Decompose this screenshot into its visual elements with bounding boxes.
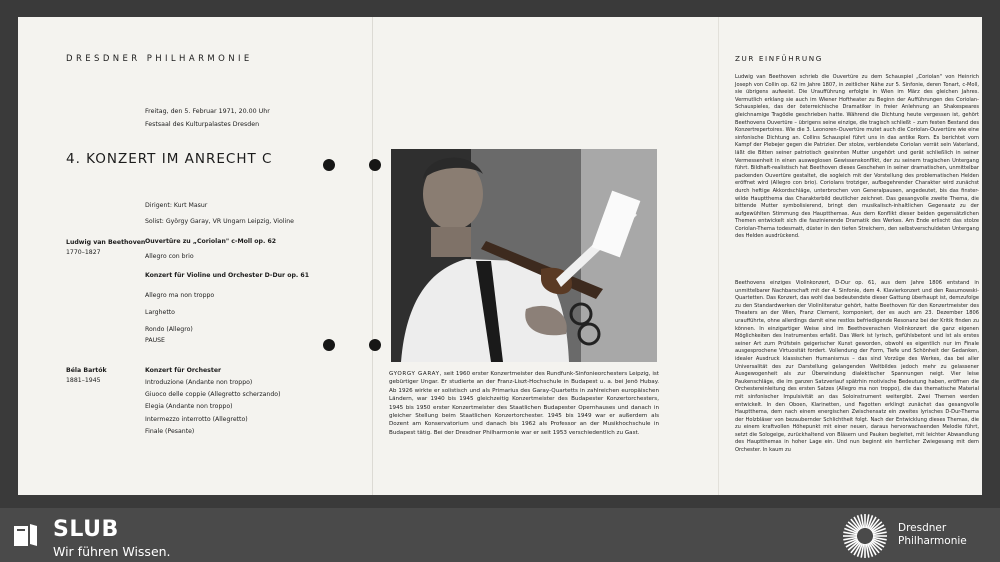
movement: Introduzione (Andante non troppo) xyxy=(145,379,253,386)
movement: Giuoco delle coppie (Allegretto scherzando) xyxy=(145,391,281,399)
slub-tagline: Wir führen Wissen. xyxy=(53,544,171,559)
punch-hole xyxy=(369,159,381,171)
date-line: Freitag, den 5. Februar 1971, 20.00 Uhr xyxy=(145,108,270,115)
starburst-icon xyxy=(841,512,889,560)
introduction-violin-concerto: Beethovens einziges Violinkonzert, D-Dur op. 61, aus dem Jahre 1806 entstand in unmittelbarer Nachbarschaft mit der 4. Sinfonie, dem 4. Klavierkonzert und den Rasumowski-Quartetten. Das Konzert, das wohl das bedeutendste dieser Gattung überhaupt ist, demzufolge zu den Standardwerken der Violinliteratur gehört, hatte Beethoven für den Konzertmeister des Theaters an der Wien, Franz Clement, komponiert, der es auch am 23. Dezember 1806 uraufführte, ohne allerdings damit eine restlos befriedigende Resonanz bei der Kritik finden zu können. In einzigartiger Weise sind im Beethovenschen Violinkonzert die ganz eigenen Möglichkeiten des Instrumentes erfaßt. Das Werk ist lyrisch, gefühlsbetont und ist als erstes seiner Art zum Prüfstein geigerischer Kunst geworden, obwohl es eigentlich nur im Finale ausgesprochene Virtuosität fordert. Vollendung der Form, Tiefe und Schönheit der Gedanken, idealer Ausdruck klassischen Humanismus – das sind Vorzüge des Werkes, das bei aller Universalität des zur Darstellung gelangenden Weltbildes jedoch mehr zu gelassener Ausgewogenheit als zur Überwindung dialektischer Spannungen neigt. Vier leise Paukenschläge, die im ganzen Satzverlauf spätrhin motivische Bedeutung haben, eröffnen die Orchestereinleitung des ersten Satzes (Allegro ma non troppo), die das thematische Material mit sinfonischer Impulsivität an das Soloinstrument weitergibt. Zwei Themen werden entwickelt. In den Oboen, Klarinetten, und Fagotten erklingt zunächst das gesangvolle Hauptthema, dem nach einem energischen Zwischensatz ein zweites lyrisches D-Dur-Thema der Holzbläser von bezaubernder Schlichtheit folgt. Nach der Entwicklung dieses Themas, die zu einem kraftvollen Höhepunkt mit einer neuen, daraus hervorwachsenden Melodie führt, setzt die Sologeige, zurückhaltend von Bläsern und Pauken begleitet, mit leichter Abwandlung des Hauptthemas in hoher Lage ein. Und nun beginnt ein herrlicher Zwiegesang mit dem Orchester. In kaum zu xyxy=(735,280,979,454)
bio-text: seit 1960 erster Konzertmeister des Rundfunk-Sinfonieorchesters Leipzig, ist gebürtiger Ungar. Er studierte an der Franz-Liszt-Hochschule in Budapest u. a. bei Jenö Hubay. Ab 1926 wirkte er solistisch und als Primarius des Garay-Quartetts in zahlreichen europäischen Ländern, war 1940 bis 1945 gleichzeitig Konzertmeister des Budapester Konzertorchesters, 1945 bis 1950 erster Konzertmeister des Staatlichen Budapester Opernhauses und danach in gleicher Stellung beim Staatlichen Konzertorchester. 1945 bis 1949 war er außerdem als Dozent am Konservatorium und danach bis 1962 als Professor an der Musikhochschule in Budapest tätig. Bei der Dresdner Philharmonie war er seit 1953 verschiedentlich zu Gast. xyxy=(389,371,659,436)
movement: Finale (Pesante) xyxy=(145,427,195,435)
pause-label: PAUSE xyxy=(145,337,165,344)
program-sheet xyxy=(18,17,982,495)
introduction-heading: ZUR EINFÜHRUNG xyxy=(735,54,823,63)
work-coriolan xyxy=(145,236,276,265)
movement: Allegro ma non troppo xyxy=(145,292,215,299)
punch-hole xyxy=(323,159,335,171)
conductor: Dirigent: Kurt Masur xyxy=(145,202,208,209)
composer-beethoven xyxy=(66,238,145,258)
punch-hole xyxy=(369,339,381,351)
work-title: Ouvertüre zu „Coriolan" c-Moll op. 62 xyxy=(145,238,277,245)
introduction-coriolan: Ludwig van Beethoven schrieb die Ouvertüre zu dem Schauspiel „Coriolan" von Heinrich Joseph von Collin op. 62 im Jahre 1807, in zeitlicher Nähe zur 5. Sinfonie, deren Tonart, c-Moll, sie übrigens aufweist. Die Uraufführung erfolgte in Wien im März des gleichen Jahres. Vermutlich erklang sie auch im Wiener Hoftheater zu Beginn der Aufführungen des Coriolan-Schauspieles, das der österreichische Dramatiker in freier Anlehnung an Shakespeares gleichnamige Tragödie geschrieben hatte. Während die Dichtung heute vergessen ist, gehört Beethovens Ouvertüre – übrigens seine einzige, die tragisch schließt – zum festen Bestand des Konzertrepertoires. Wie die 3. Leonoren-Ouvertüre mutet auch die Coriolan-Ouvertüre wie eine sinfonische Dichtung an. Collins Schauspiel führt uns in das antike Rom. Es berichtet vom Kampf der Plebejer gegen die Patrizier. Der stolze, verblendete Coriolan verrät sein Vaterland, läßt die Bitten seiner patriotisch gesinnten Mutter ungehört und gerät schließlich in seiner Vermessenheit in einen ausweglosen Gewissenskonflikt, der zu seinem tragischen Untergang führt. Bildhaft-realistisch hat Beethoven dieses Geschehen in seiner dramatischen, unmittelbar packenden Ouvertüre gestaltet, die sogleich mit der Vorstellung des problematischen Helden eröffnet wird (Allegro con brio). Coriolans trotziger, aufbegehrender Charakter wird zunächst durch heftige Akkordschläge, unterbrochen von Generalpausen, angedeutet, bis das finster-wilde Hauptthema das Charakterbild deutlicher zeichnet. Das gesangvolle zweite Thema, die bittende Mutter symbolisierend, bringt den musikalisch-inhaltlichen Gegensatz zu der aufgewühlten Stimmung des Hauptthemas. Aus dem Konflikt dieser beiden gegensätzlichen Themen entwickelt sich die faszinierende Dramatik des Werkes. Am Ende erlischt das stolze Coriolan-Thema todesmatt, düster in den tiefen Streichern, den selbstverschuldeten Untergang des Helden ausdrückend. xyxy=(735,74,979,240)
composer-name: Béla Bartók xyxy=(66,367,107,374)
movement: Elegia (Andante non troppo) xyxy=(145,403,233,411)
composer-name: Ludwig van Beethoven xyxy=(66,239,146,246)
page-fold xyxy=(372,17,373,495)
performers xyxy=(145,198,294,230)
work-violin-concerto xyxy=(145,269,309,338)
venue-line: Festsaal des Kulturpalastes Dresden xyxy=(145,121,260,128)
page-fold-right xyxy=(718,17,719,495)
composer-dates: 1881–1945 xyxy=(66,377,101,384)
work-concerto-orchestra xyxy=(145,365,280,438)
composer-dates: 1770–1827 xyxy=(66,249,101,256)
work-title: Konzert für Orchester xyxy=(145,367,222,374)
soloist: Solist: György Garay, VR Ungarn Leipzig, Violine xyxy=(145,218,294,225)
concert-title: 4. KONZERT IM ANRECHT C xyxy=(66,151,273,167)
orchestra-name: DRESDNER PHILHARMONIE xyxy=(66,54,253,64)
dp-line2: Philharmonie xyxy=(898,535,967,547)
movement: Larghetto xyxy=(145,309,175,316)
violinist-photo xyxy=(391,149,657,362)
dresdner-philharmonie-logo-text xyxy=(898,522,967,548)
movement: Intermezzo interrotto (Allegretto) xyxy=(145,415,248,423)
soloist-biography xyxy=(389,370,659,437)
punch-hole xyxy=(323,339,335,351)
movement: Allegro con brio xyxy=(145,253,194,260)
bio-name: GYORGY GARAY, xyxy=(389,371,443,377)
dp-line1: Dresdner xyxy=(898,522,947,534)
slub-name: SLUB xyxy=(53,517,119,542)
violinist-portrait-illustration xyxy=(391,149,657,362)
work-title: Konzert für Violine und Orchester D-Dur op. 61 xyxy=(145,272,310,279)
movement: Rondo (Allegro) xyxy=(145,326,193,333)
concert-date-venue xyxy=(145,105,270,131)
book-stack-icon xyxy=(12,522,38,548)
footer-bar xyxy=(0,508,1000,562)
composer-bartok xyxy=(66,366,107,386)
